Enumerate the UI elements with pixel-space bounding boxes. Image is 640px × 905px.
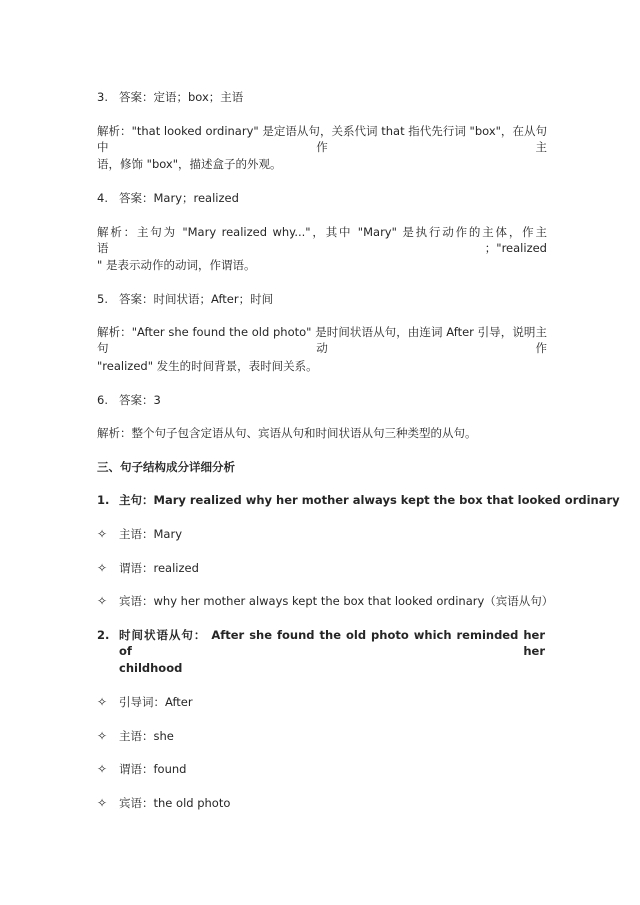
bullet-item bbox=[97, 795, 547, 811]
analysis-label-cont: childhood bbox=[119, 661, 183, 675]
analysis-label: 主句：Mary realized why her mother always kept the box that looked ordinary bbox=[119, 493, 620, 507]
bullet-item bbox=[97, 761, 547, 777]
section-title: 三、句子结构成分详细分析 bbox=[97, 460, 235, 474]
bullet-text: 谓语：realized bbox=[119, 561, 199, 575]
bullet-item bbox=[97, 526, 547, 542]
answer-3 bbox=[97, 89, 547, 105]
bullet-text: 宾语：why her mother always kept the box that looked ordinary（宾语从句） bbox=[119, 594, 554, 608]
bullet-item bbox=[97, 593, 554, 609]
answer-text: 答案：3 bbox=[119, 393, 161, 407]
bullet-text: 主语：Mary bbox=[119, 527, 183, 541]
explanation-5-line2: "realized" 发生的时间背景，表时间关系。 bbox=[97, 359, 318, 373]
sparkle-bullet-icon: ✧ bbox=[97, 527, 108, 541]
sparkle-bullet-icon: ✧ bbox=[97, 695, 108, 709]
answer-text: 答案：Mary；realized bbox=[119, 191, 239, 205]
bullet-text: 谓语：found bbox=[119, 762, 187, 776]
sparkle-bullet-icon: ✧ bbox=[97, 561, 108, 575]
answer-text: 答案：定语；box；主语 bbox=[119, 90, 244, 104]
bullet-item bbox=[97, 560, 547, 576]
explanation-6: 解析：整个句子包含定语从句、宾语从句和时间状语从句三种类型的从句。 bbox=[97, 426, 477, 440]
analysis-main-clause bbox=[97, 492, 620, 508]
explanation-4-line2: " 是表示动作的动词，作谓语。 bbox=[97, 258, 256, 272]
sparkle-bullet-icon: ✧ bbox=[97, 729, 108, 743]
analysis-number: 1. bbox=[97, 493, 110, 507]
analysis-number: 2. bbox=[97, 628, 110, 642]
bullet-text: 宾语：the old photo bbox=[119, 796, 231, 810]
explanation-4-line1: 解析：主句为 "Mary realized why..."，其中 "Mary" 是执行动作的主体，作主语；"realized bbox=[97, 225, 547, 255]
answer-number: 4. bbox=[97, 191, 108, 205]
bullet-item bbox=[97, 694, 547, 710]
explanation-3-line1: 解析："that looked ordinary" 是定语从句，关系代词 that 指代先行词 "box"，在从句中作主 bbox=[97, 124, 547, 154]
answer-5 bbox=[97, 291, 547, 307]
answer-4 bbox=[97, 190, 547, 206]
sparkle-bullet-icon: ✧ bbox=[97, 796, 108, 810]
answer-number: 3. bbox=[97, 90, 108, 104]
bullet-item bbox=[97, 728, 547, 744]
answer-number: 5. bbox=[97, 292, 108, 306]
explanation-3-line2: 语，修饰 "box"，描述盒子的外观。 bbox=[97, 157, 282, 171]
answer-number: 6. bbox=[97, 393, 108, 407]
bullet-text: 主语：she bbox=[119, 729, 174, 743]
explanation-5-line1: 解析："After she found the old photo" 是时间状语从句，由连词 After 引导，说明主句动作 bbox=[97, 325, 547, 355]
bullet-text: 引导词：After bbox=[119, 695, 193, 709]
sparkle-bullet-icon: ✧ bbox=[97, 594, 108, 608]
answer-6 bbox=[97, 392, 547, 408]
answer-text: 答案：时间状语；After；时间 bbox=[119, 292, 274, 306]
sparkle-bullet-icon: ✧ bbox=[97, 762, 108, 776]
analysis-label: 时间状语从句： After she found the old photo which reminded her of her bbox=[119, 628, 545, 658]
analysis-time-clause bbox=[97, 627, 547, 659]
